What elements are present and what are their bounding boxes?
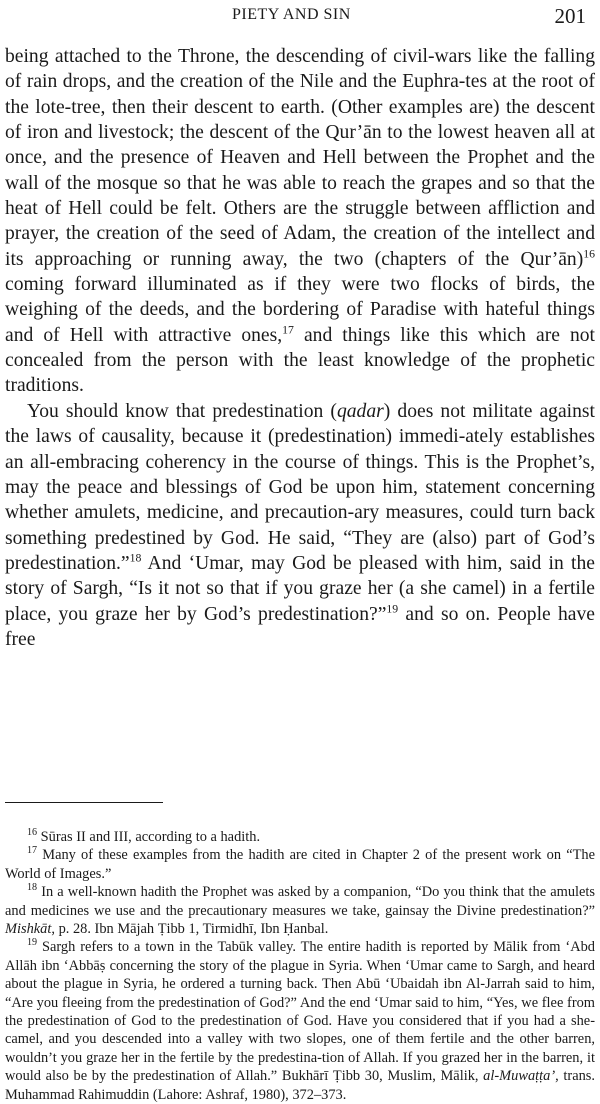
paragraph-2 [5, 399, 595, 652]
page-number: 201 [554, 4, 586, 28]
paragraph-text: and so on. People have free [5, 603, 595, 650]
main-text [5, 44, 595, 652]
footnote-17 [5, 846, 595, 883]
footnote-19 [5, 938, 595, 1104]
footnote-number: 17 [27, 845, 38, 857]
footnote-text: , p. 28. Ibn Mājah Ṭibb 1, Tirmidhī, Ibn Ḥanbal. [51, 921, 329, 938]
footnote-18 [5, 883, 595, 938]
footnotes [5, 828, 595, 1104]
footnote-divider [5, 802, 163, 803]
footnote-ref-19: 19 [386, 602, 399, 616]
footnote-text: Sargh refers to a town in the Tabūk valley. The entire hadith is reported by Mālik from ‘Abd Allāh ibn ‘Abbāṣ concerning the story of the plague in Syria. When ‘Umar came to Sargh, and heard about the plague in Syria, he ordered a turning back. Then Abū ‘Ubaidah ibn Al-Jarrah said to him, “Are you fleeing from the predestination of God?” And the end ‘Umar said to him, “Yes, we flee from the predestination of God to the predestination of God. Have you considered that if you had a she-camel, and you descended into a valley with two slopes, one of them fertile and the other barren, wouldn’t you graze her in the fertile by the predestina-tion of Allah. If you grazed her in the barren, it would also be by the predestination of Allah.” Bukhārī Ṭibb 30, Muslim, Mālik, [5, 939, 595, 1085]
paragraph-text: And ‘Umar, may God be pleased with him, said in the story of Sargh, “Is it not so that if you graze her (a she camel) in a fertile place, you graze her by God’s predestination?” [5, 552, 595, 625]
page-header [0, 6, 600, 30]
footnote-text: Many of these examples from the hadith are cited in Chapter 2 of the present work on “The World of Images.” [5, 847, 595, 882]
footnote-number: 16 [27, 827, 38, 839]
footnote-16 [5, 828, 595, 846]
italic-term-qadar: qadar [336, 400, 384, 422]
running-title: PIETY AND SIN [232, 6, 351, 23]
footnote-text: In a well-known hadith the Prophet was asked by a companion, “Do you think that the amulets and medicines we use and the precautionary measures we take, gainsay the Divine predestination?” [5, 884, 595, 919]
paragraph-text: being attached to the Throne, the descending of civil-wars like the falling of rain drops, and the creation of the Nile and the Euphra-tes at the root of the lote-tree, then their descent to earth. (Other examples are) the descent of iron and livestock; the descent of the Qur’ān to the lowest heaven all at once, and the presence of Heaven and Hell between the Prophet and the wall of the mosque so that he was able to reach the grapes and so that the heat of Hell could be felt. Others are the struggle between affliction and prayer, the creation of the seed of Adam, the creation of the intellect and its approaching or running away, the two (chapters of the Qur’ān) [5, 46, 595, 270]
paragraph-text: ) does not militate against the laws of causality, because it (predestination) immedi-ately establishes an all-embracing coherency in the course of things. This is the Prophet’s, may the peace and blessings of God be upon him, statement concerning whether amulets, medicine, and precaution-ary measures, could turn back something predestined by God. He said, “They are (also) part of God’s predestination.” [5, 400, 595, 574]
footnote-number: 19 [27, 937, 38, 949]
footnote-text: , trans. Muhammad Rahimuddin (Lahore: Ashraf, 1980), 372–373. [5, 1068, 595, 1103]
footnote-ref-16: 16 [583, 247, 595, 261]
footnote-text: Sūras II and III, according to a hadith. [37, 829, 261, 845]
paragraph-1 [5, 44, 595, 399]
paragraph-text: and things like this which are not concealed from the person with the least knowledge of the prophetic traditions. [5, 324, 596, 397]
paragraph-text: You should know that predestination ( [27, 400, 337, 422]
footnote-ref-17: 17 [282, 323, 294, 337]
footnote-ref-18: 18 [129, 551, 142, 565]
paragraph-text: coming forward illuminated as if they were two flocks of birds, the weighing of the deeds, and the bordering of Paradise with hateful things and of Hell with attractive ones, [5, 274, 595, 346]
italic-title-muwatta: al-Muwaṭṭa’ [483, 1068, 556, 1085]
italic-title-mishkat: Mishkāt [5, 921, 52, 938]
footnote-number: 18 [27, 882, 38, 894]
